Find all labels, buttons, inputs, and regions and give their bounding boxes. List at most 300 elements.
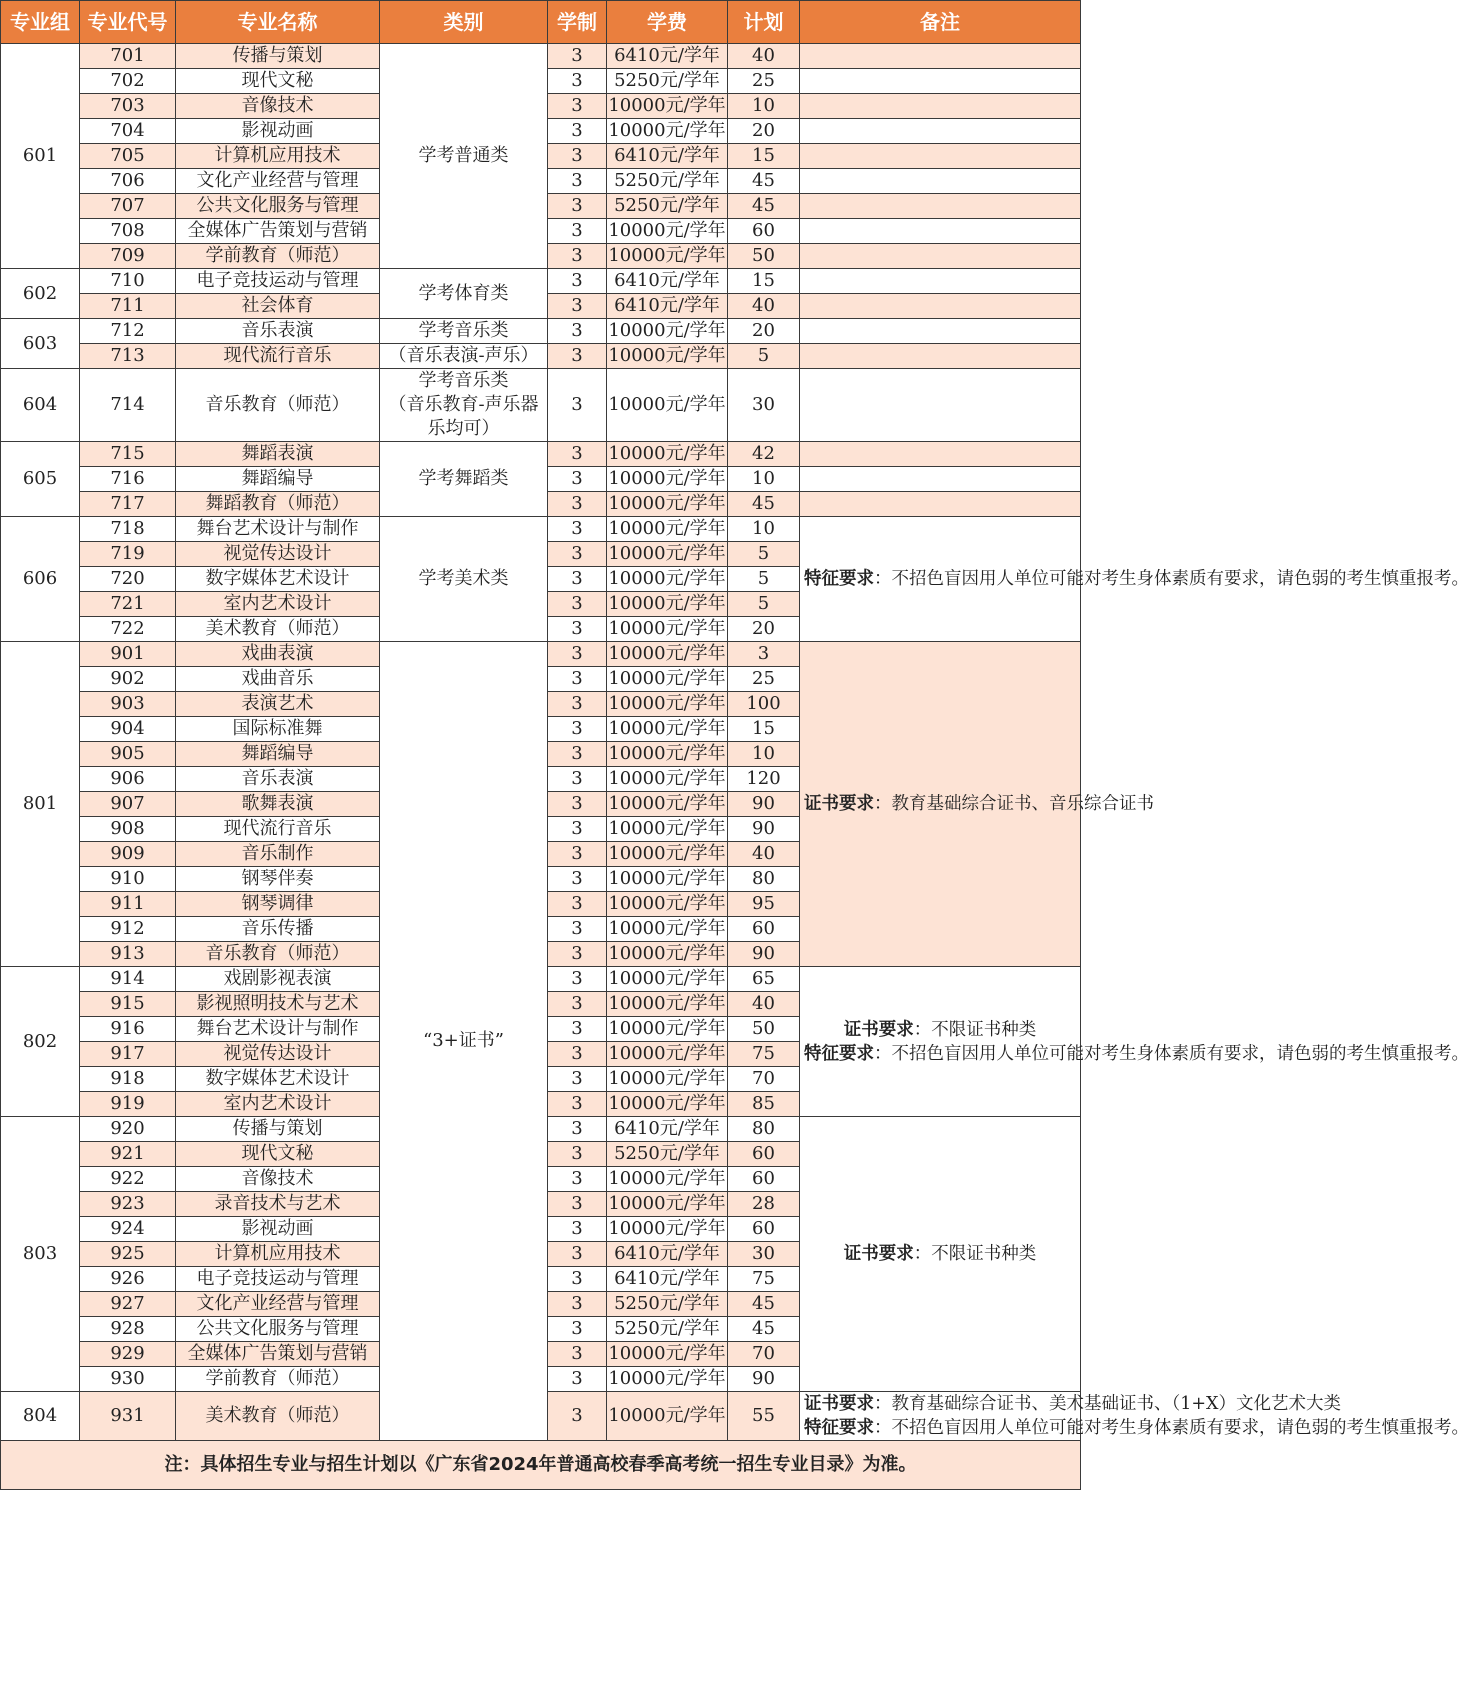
years-cell: 3 (548, 244, 607, 269)
plan-cell: 80 (728, 1117, 800, 1142)
years-cell: 3 (548, 119, 607, 144)
note-label: 特征要求 (804, 1418, 874, 1438)
plan-cell: 85 (728, 1092, 800, 1117)
major-code: 707 (80, 194, 176, 219)
plan-cell: 10 (728, 742, 800, 767)
major-name: 舞蹈编导 (176, 467, 380, 492)
note-text: ：教育基础综合证书、音乐综合证书 (874, 794, 1154, 814)
major-name: 表演艺术 (176, 692, 380, 717)
years-cell: 3 (548, 369, 607, 442)
years-cell: 3 (548, 717, 607, 742)
major-code: 716 (80, 467, 176, 492)
years-cell: 3 (548, 742, 607, 767)
major-code: 712 (80, 319, 176, 344)
plan-cell: 5 (728, 592, 800, 617)
major-code: 930 (80, 1367, 176, 1392)
major-name: 舞蹈教育（师范） (176, 492, 380, 517)
major-name: 影视照明技术与艺术 (176, 992, 380, 1017)
plan-cell: 50 (728, 244, 800, 269)
plan-cell: 42 (728, 442, 800, 467)
notes-cell (800, 269, 1081, 294)
fee-cell: 5250元/学年 (607, 169, 728, 194)
plan-cell: 45 (728, 492, 800, 517)
major-code: 902 (80, 667, 176, 692)
major-code: 928 (80, 1317, 176, 1342)
category-cell: 学考音乐类 (380, 319, 548, 344)
fee-cell: 10000元/学年 (607, 1192, 728, 1217)
category-line: （音乐教育-声乐器 (388, 394, 539, 415)
major-code: 709 (80, 244, 176, 269)
group-cell: 606 (1, 517, 80, 642)
category-cell (380, 369, 548, 442)
notes-cell (800, 94, 1081, 119)
major-name: 数字媒体艺术设计 (176, 1067, 380, 1092)
years-cell: 3 (548, 169, 607, 194)
years-cell: 3 (548, 1067, 607, 1092)
major-name: 计算机应用技术 (176, 1242, 380, 1267)
group-cell: 801 (1, 642, 80, 967)
plan-cell: 60 (728, 219, 800, 244)
fee-cell: 10000元/学年 (607, 892, 728, 917)
major-code: 717 (80, 492, 176, 517)
plan-cell: 20 (728, 319, 800, 344)
notes-cell (800, 319, 1081, 344)
note-label: 特征要求 (804, 569, 874, 589)
years-cell: 3 (548, 867, 607, 892)
years-cell: 3 (548, 269, 607, 294)
fee-cell: 10000元/学年 (607, 1217, 728, 1242)
plan-cell: 60 (728, 1167, 800, 1192)
major-code: 931 (80, 1392, 176, 1441)
major-code: 913 (80, 942, 176, 967)
notes-cell (800, 369, 1081, 442)
major-name: 电子竞技运动与管理 (176, 269, 380, 294)
table-row (1, 44, 1081, 69)
note-label: 证书要求 (804, 1394, 874, 1414)
fee-cell: 10000元/学年 (607, 917, 728, 942)
category-cell: 学考普通类 (380, 44, 548, 269)
fee-cell: 10000元/学年 (607, 1167, 728, 1192)
fee-cell: 10000元/学年 (607, 817, 728, 842)
fee-cell: 5250元/学年 (607, 1317, 728, 1342)
plan-cell: 120 (728, 767, 800, 792)
fee-cell: 5250元/学年 (607, 69, 728, 94)
plan-cell: 40 (728, 992, 800, 1017)
years-cell: 3 (548, 917, 607, 942)
fee-cell: 10000元/学年 (607, 692, 728, 717)
years-cell: 3 (548, 1317, 607, 1342)
major-name: 戏剧影视表演 (176, 967, 380, 992)
fee-cell: 10000元/学年 (607, 319, 728, 344)
major-name: 全媒体广告策划与营销 (176, 219, 380, 244)
group-cell: 605 (1, 442, 80, 517)
major-name: 音乐教育（师范） (176, 369, 380, 442)
group-cell: 803 (1, 1117, 80, 1392)
major-name: 影视动画 (176, 1217, 380, 1242)
table-row (1, 269, 1081, 294)
major-code: 927 (80, 1292, 176, 1317)
fee-cell: 5250元/学年 (607, 194, 728, 219)
plan-cell: 90 (728, 817, 800, 842)
major-name: 现代文秘 (176, 1142, 380, 1167)
fee-cell: 10000元/学年 (607, 369, 728, 442)
major-code: 711 (80, 294, 176, 319)
major-code: 911 (80, 892, 176, 917)
plan-cell: 70 (728, 1342, 800, 1367)
years-cell: 3 (548, 792, 607, 817)
years-cell: 3 (548, 942, 607, 967)
years-cell: 3 (548, 967, 607, 992)
notes-cell (800, 69, 1081, 94)
fee-cell: 10000元/学年 (607, 617, 728, 642)
footer-row (1, 1441, 1081, 1490)
fee-cell: 10000元/学年 (607, 1092, 728, 1117)
major-code: 916 (80, 1017, 176, 1042)
plan-cell: 5 (728, 542, 800, 567)
plan-cell: 90 (728, 792, 800, 817)
plan-cell: 30 (728, 369, 800, 442)
years-cell: 3 (548, 1342, 607, 1367)
years-cell: 3 (548, 1267, 607, 1292)
notes-cell (800, 517, 1469, 642)
fee-cell: 10000元/学年 (607, 567, 728, 592)
major-name: 戏曲表演 (176, 642, 380, 667)
major-code: 722 (80, 617, 176, 642)
major-name: 室内艺术设计 (176, 1092, 380, 1117)
major-code: 702 (80, 69, 176, 94)
plan-cell: 55 (728, 1392, 800, 1441)
fee-cell: 10000元/学年 (607, 244, 728, 269)
plan-cell: 45 (728, 1317, 800, 1342)
major-name: 钢琴伴奏 (176, 867, 380, 892)
major-name: 美术教育（师范） (176, 617, 380, 642)
notes-cell (800, 967, 1469, 1117)
years-cell: 3 (548, 344, 607, 369)
fee-cell: 10000元/学年 (607, 1017, 728, 1042)
years-cell: 3 (548, 617, 607, 642)
major-code: 919 (80, 1092, 176, 1117)
fee-cell: 6410元/学年 (607, 269, 728, 294)
years-cell: 3 (548, 817, 607, 842)
years-cell: 3 (548, 642, 607, 667)
major-name: 现代文秘 (176, 69, 380, 94)
years-cell: 3 (548, 492, 607, 517)
plan-cell: 5 (728, 344, 800, 369)
category-cell: 学考舞蹈类 (380, 442, 548, 517)
major-code: 704 (80, 119, 176, 144)
plan-cell: 60 (728, 1217, 800, 1242)
fee-cell: 10000元/学年 (607, 119, 728, 144)
years-cell: 3 (548, 842, 607, 867)
fee-cell: 10000元/学年 (607, 517, 728, 542)
major-code: 705 (80, 144, 176, 169)
years-cell: 3 (548, 94, 607, 119)
fee-cell: 10000元/学年 (607, 967, 728, 992)
group-cell: 604 (1, 369, 80, 442)
major-code: 708 (80, 219, 176, 244)
major-name: 录音技术与艺术 (176, 1192, 380, 1217)
fee-cell: 10000元/学年 (607, 792, 728, 817)
table-row (1, 442, 1081, 467)
group-cell: 804 (1, 1392, 80, 1441)
major-code: 721 (80, 592, 176, 617)
major-code: 904 (80, 717, 176, 742)
major-code: 920 (80, 1117, 176, 1142)
note-label: 特征要求 (804, 1043, 874, 1064)
fee-cell: 10000元/学年 (607, 992, 728, 1017)
major-name: 电子竞技运动与管理 (176, 1267, 380, 1292)
fee-cell: 5250元/学年 (607, 1292, 728, 1317)
notes-cell (800, 194, 1081, 219)
major-code: 909 (80, 842, 176, 867)
years-cell: 3 (548, 467, 607, 492)
fee-cell: 6410元/学年 (607, 1267, 728, 1292)
notes-cell (800, 642, 1154, 967)
major-code: 701 (80, 44, 176, 69)
major-name: 音乐教育（师范） (176, 942, 380, 967)
plan-cell: 5 (728, 567, 800, 592)
table-row (1, 642, 1081, 667)
major-code: 925 (80, 1242, 176, 1267)
note-label: 证书要求 (843, 1244, 914, 1264)
major-name: 公共文化服务与管理 (176, 1317, 380, 1342)
major-code: 912 (80, 917, 176, 942)
major-name: 学前教育（师范） (176, 1367, 380, 1392)
group-cell: 802 (1, 967, 80, 1117)
note-text: ：不招色盲因用人单位可能对考生身体素质有要求，请色弱的考生慎重报考。 (874, 569, 1469, 589)
group-cell: 603 (1, 319, 80, 369)
major-name: 音像技术 (176, 94, 380, 119)
major-code: 703 (80, 94, 176, 119)
years-cell: 3 (548, 542, 607, 567)
note-text: ：教育基础综合证书、美术基础证书、（1+X）文化艺术大类 (874, 1394, 1342, 1414)
plan-cell: 40 (728, 294, 800, 319)
major-name: 舞台艺术设计与制作 (176, 517, 380, 542)
years-cell: 3 (548, 1017, 607, 1042)
years-cell: 3 (548, 219, 607, 244)
category-line: 乐均可） (427, 418, 500, 439)
years-cell: 3 (548, 144, 607, 169)
fee-cell: 10000元/学年 (607, 1342, 728, 1367)
major-code: 906 (80, 767, 176, 792)
major-code: 714 (80, 369, 176, 442)
years-cell: 3 (548, 1242, 607, 1267)
category-line: 学考音乐类 (418, 370, 509, 391)
years-cell: 3 (548, 992, 607, 1017)
years-cell: 3 (548, 1117, 607, 1142)
fee-cell: 10000元/学年 (607, 344, 728, 369)
major-name: 现代流行音乐 (176, 344, 380, 369)
plan-cell: 15 (728, 269, 800, 294)
header-fee: 学费 (607, 1, 728, 44)
category-cell: 学考美术类 (380, 517, 548, 642)
major-name: 社会体育 (176, 294, 380, 319)
plan-cell: 45 (728, 1292, 800, 1317)
years-cell: 3 (548, 1217, 607, 1242)
years-cell: 3 (548, 319, 607, 344)
category-cell: 学考体育类 (380, 269, 548, 319)
major-code: 923 (80, 1192, 176, 1217)
major-name: 音乐表演 (176, 319, 380, 344)
notes-cell (800, 442, 1081, 467)
note-text: ：不招色盲因用人单位可能对考生身体素质有要求，请色弱的考生慎重报考。 (874, 1043, 1469, 1064)
notes-cell (800, 119, 1081, 144)
major-name: 戏曲音乐 (176, 667, 380, 692)
plan-cell: 60 (728, 917, 800, 942)
plan-cell: 10 (728, 94, 800, 119)
years-cell: 3 (548, 69, 607, 94)
major-name: 视觉传达设计 (176, 542, 380, 567)
note-label: 证书要求 (843, 1019, 914, 1040)
notes-cell (800, 344, 1081, 369)
note-text: ：不限证书种类 (913, 1019, 1037, 1040)
note-label: 证书要求 (804, 794, 874, 814)
notes-cell (800, 492, 1081, 517)
major-code: 929 (80, 1342, 176, 1367)
years-cell: 3 (548, 1092, 607, 1117)
plan-cell: 28 (728, 1192, 800, 1217)
years-cell: 3 (548, 1392, 607, 1441)
fee-cell: 10000元/学年 (607, 642, 728, 667)
fee-cell: 10000元/学年 (607, 842, 728, 867)
plan-cell: 40 (728, 842, 800, 867)
years-cell: 3 (548, 692, 607, 717)
plan-cell: 45 (728, 194, 800, 219)
fee-cell: 10000元/学年 (607, 767, 728, 792)
major-code: 720 (80, 567, 176, 592)
major-code: 713 (80, 344, 176, 369)
fee-cell: 6410元/学年 (607, 144, 728, 169)
years-cell: 3 (548, 442, 607, 467)
fee-cell: 10000元/学年 (607, 742, 728, 767)
plan-cell: 65 (728, 967, 800, 992)
table-row (1, 369, 1081, 442)
fee-cell: 10000元/学年 (607, 1392, 728, 1441)
major-code: 710 (80, 269, 176, 294)
notes-cell (800, 467, 1081, 492)
fee-cell: 10000元/学年 (607, 667, 728, 692)
plan-cell: 60 (728, 1142, 800, 1167)
major-code: 914 (80, 967, 176, 992)
major-code: 910 (80, 867, 176, 892)
major-name: 现代流行音乐 (176, 817, 380, 842)
years-cell: 3 (548, 1367, 607, 1392)
major-code: 907 (80, 792, 176, 817)
years-cell: 3 (548, 517, 607, 542)
plan-cell: 80 (728, 867, 800, 892)
major-code: 903 (80, 692, 176, 717)
fee-cell: 10000元/学年 (607, 867, 728, 892)
years-cell: 3 (548, 767, 607, 792)
years-cell: 3 (548, 294, 607, 319)
header-name: 专业名称 (176, 1, 380, 44)
years-cell: 3 (548, 592, 607, 617)
category-cell: （音乐表演-声乐） (380, 344, 548, 369)
plan-cell: 75 (728, 1042, 800, 1067)
major-name: 视觉传达设计 (176, 1042, 380, 1067)
years-cell: 3 (548, 567, 607, 592)
major-name: 音像技术 (176, 1167, 380, 1192)
notes-cell (800, 144, 1081, 169)
plan-cell: 40 (728, 44, 800, 69)
plan-cell: 20 (728, 617, 800, 642)
major-name: 传播与策划 (176, 44, 380, 69)
major-name: 计算机应用技术 (176, 144, 380, 169)
major-name: 音乐表演 (176, 767, 380, 792)
plan-cell: 25 (728, 69, 800, 94)
major-code: 915 (80, 992, 176, 1017)
table-row (1, 319, 1081, 344)
fee-cell: 10000元/学年 (607, 219, 728, 244)
header-notes: 备注 (800, 1, 1081, 44)
plan-cell: 10 (728, 467, 800, 492)
plan-cell: 10 (728, 517, 800, 542)
plan-cell: 20 (728, 119, 800, 144)
major-name: 全媒体广告策划与营销 (176, 1342, 380, 1367)
plan-cell: 45 (728, 169, 800, 194)
fee-cell: 10000元/学年 (607, 467, 728, 492)
note-text: ：不招色盲因用人单位可能对考生身体素质有要求，请色弱的考生慎重报考。 (874, 1418, 1469, 1438)
major-code: 921 (80, 1142, 176, 1167)
footer-note: 注：具体招生专业与招生计划以《广东省2024年普通高校春季高考统一招生专业目录》为准。 (1, 1441, 1081, 1490)
plan-cell: 50 (728, 1017, 800, 1042)
major-name: 美术教育（师范） (176, 1392, 380, 1441)
table-row (1, 517, 1081, 542)
major-name: 钢琴调律 (176, 892, 380, 917)
header-category: 类别 (380, 1, 548, 44)
major-name: 音乐制作 (176, 842, 380, 867)
notes-cell (800, 244, 1081, 269)
fee-cell: 10000元/学年 (607, 1367, 728, 1392)
major-code: 715 (80, 442, 176, 467)
fee-cell: 10000元/学年 (607, 1067, 728, 1092)
notes-cell (800, 169, 1081, 194)
major-name: 室内艺术设计 (176, 592, 380, 617)
header-years: 学制 (548, 1, 607, 44)
major-name: 歌舞表演 (176, 792, 380, 817)
major-code: 719 (80, 542, 176, 567)
table-row (1, 344, 1081, 369)
table-header-row (1, 1, 1081, 44)
years-cell: 3 (548, 44, 607, 69)
years-cell: 3 (548, 1292, 607, 1317)
fee-cell: 6410元/学年 (607, 44, 728, 69)
plan-cell: 95 (728, 892, 800, 917)
plan-cell: 3 (728, 642, 800, 667)
notes-cell (800, 219, 1081, 244)
years-cell: 3 (548, 667, 607, 692)
fee-cell: 10000元/学年 (607, 492, 728, 517)
major-name: 文化产业经营与管理 (176, 169, 380, 194)
major-code: 924 (80, 1217, 176, 1242)
major-code: 908 (80, 817, 176, 842)
major-name: 传播与策划 (176, 1117, 380, 1142)
years-cell: 3 (548, 1042, 607, 1067)
fee-cell: 10000元/学年 (607, 94, 728, 119)
major-name: 数字媒体艺术设计 (176, 567, 380, 592)
years-cell: 3 (548, 194, 607, 219)
group-cell: 601 (1, 44, 80, 269)
major-code: 901 (80, 642, 176, 667)
plan-cell: 30 (728, 1242, 800, 1267)
fee-cell: 6410元/学年 (607, 1242, 728, 1267)
major-code: 706 (80, 169, 176, 194)
header-plan: 计划 (728, 1, 800, 44)
fee-cell: 10000元/学年 (607, 942, 728, 967)
fee-cell: 5250元/学年 (607, 1142, 728, 1167)
fee-cell: 10000元/学年 (607, 717, 728, 742)
plan-cell: 15 (728, 717, 800, 742)
